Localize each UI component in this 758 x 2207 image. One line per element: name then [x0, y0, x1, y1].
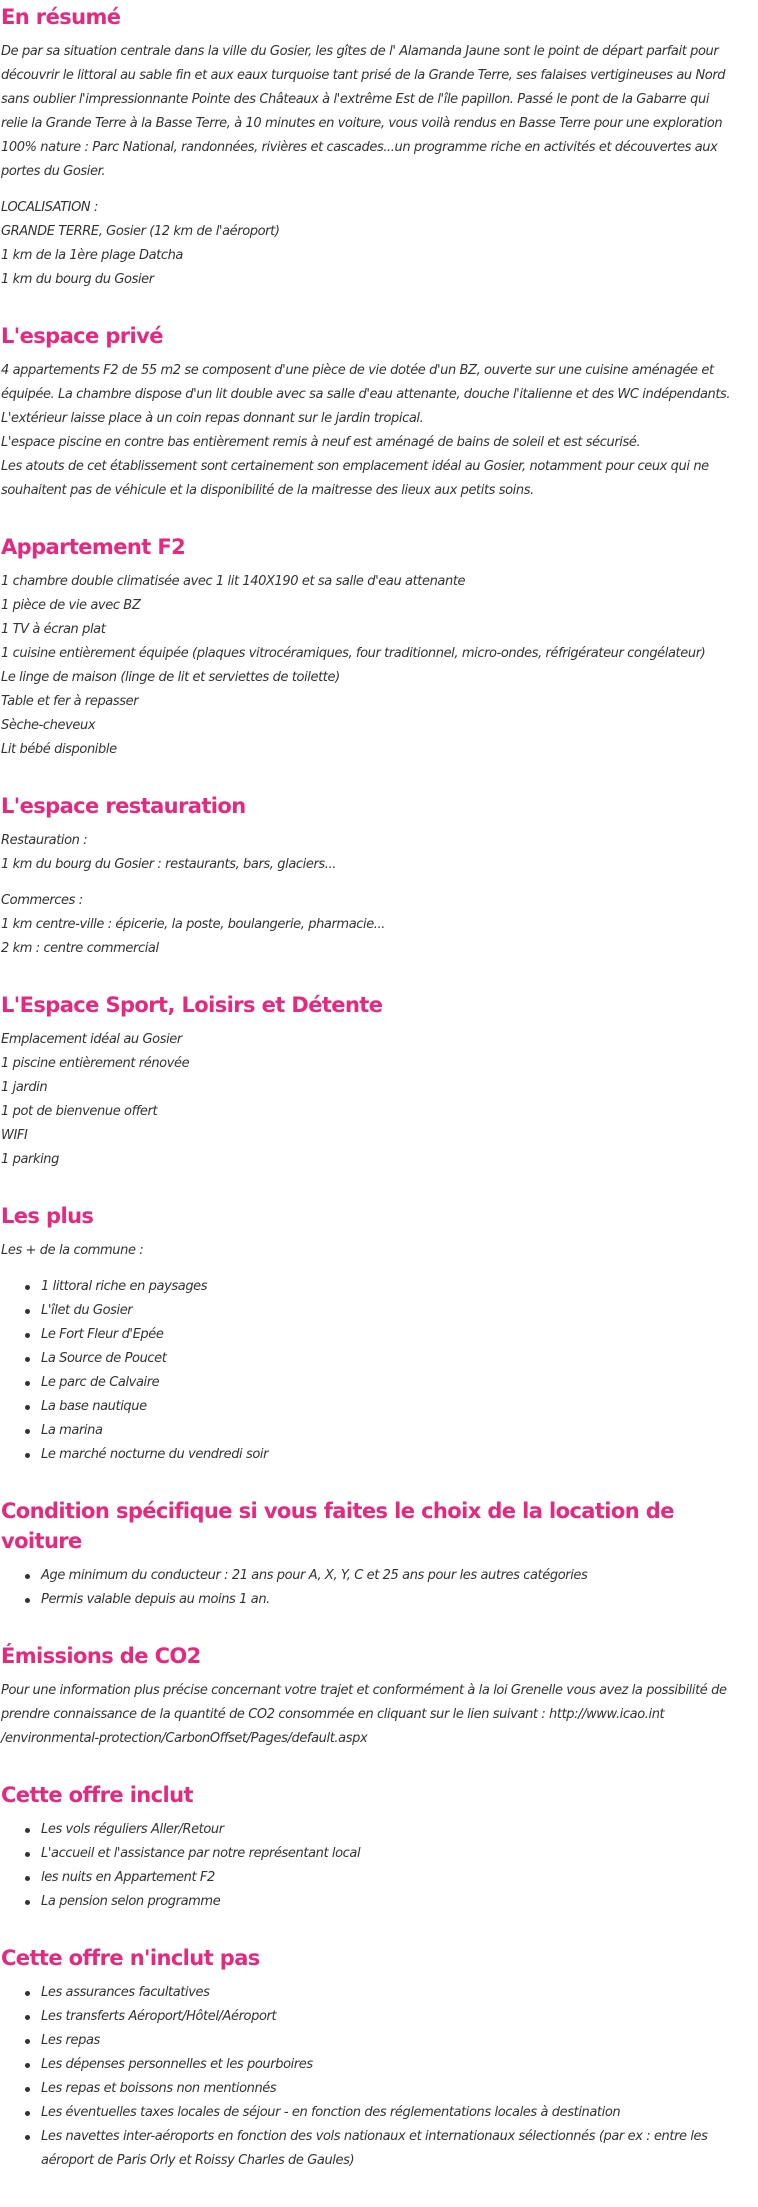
section-title: Émissions de CO2 [1, 1644, 201, 1668]
resume-intro: De par sa situation centrale dans la ville du Gosier, les gîtes de l' Alamanda Jaune sont le point de départ parfait pour découvrir le littoral au sable fin et aux eaux turquoise tant prisé de la Grande Terre, ses falaises vertigineuses au Nord sans oublier l'impressionnante Pointe des Châteaux à l'extrême Est de l'île papillon. Passé le pont de la Gabarre qui relie la Grande Terre à la Basse Terre, à 10 minutes en voiture, vous voilà rendus en Basse Terre pour une exploration 100% nature : Parc National, randonnées, rivières et cascades...un programme riche en activités et découvertes aux portes du Gosier. [1, 44, 726, 179]
text-line: 1 km du bourg du Gosier : restaurants, bars, glaciers... [1, 857, 336, 872]
section-inclut [1, 1780, 736, 1914]
list-item: Les assurances facultatives [41, 1981, 736, 2005]
list-item: Les éventuelles taxes locales de séjour - en fonction des réglementations locales à destination [41, 2101, 736, 2125]
location-line: GRANDE TERRE, Gosier (12 km de l'aéroport) [1, 224, 280, 239]
section-co2 [1, 1641, 736, 1751]
section-title: Cette offre inclut [1, 1783, 193, 1807]
text-line: L'extérieur laisse place à un coin repas donnant sur le jardin tropical. [1, 411, 424, 426]
section-title: Condition spécifique si vous faites le choix de la location de voiture [1, 1499, 674, 1553]
text-line: Restauration : [1, 833, 88, 848]
text-line: 1 jardin [1, 1080, 48, 1095]
text-line: Lit bébé disponible [1, 742, 117, 757]
text-line: Commerces : [1, 893, 83, 908]
text-line: 1 pièce de vie avec BZ [1, 598, 141, 613]
text-line: Emplacement idéal au Gosier [1, 1032, 182, 1047]
list-item: Le marché nocturne du vendredi soir [41, 1443, 736, 1467]
section-title: L'espace restauration [1, 794, 246, 818]
text-line: Les atouts de cet établissement sont certainement son emplacement idéal au Gosier, notamment pour ceux qui ne souhaitent pas de véhicule et la disponibilité de la maitresse des lieux aux petits soins. [1, 459, 709, 498]
section-title: En résumé [1, 5, 121, 29]
text-line: Sèche-cheveux [1, 718, 96, 733]
plus-list [1, 1275, 736, 1467]
text-line: Table et fer à repasser [1, 694, 139, 709]
location-label: LOCALISATION : [1, 200, 98, 215]
section-restauration [1, 791, 736, 961]
condition-list [1, 1564, 736, 1612]
text-line: 1 chambre double climatisée avec 1 lit 140X190 et sa salle d'eau attenante [1, 574, 466, 589]
list-item: Le Fort Fleur d'Epée [41, 1323, 736, 1347]
list-item: Age minimum du conducteur : 21 ans pour A, X, Y, C et 25 ans pour les autres catégories [41, 1564, 736, 1588]
list-item: Le parc de Calvaire [41, 1371, 736, 1395]
list-item: Les navettes inter-aéroports en fonction des vols nationaux et internationaux sélectionnés (par ex : entre les aéroport de Paris Orly et Roissy Charles de Gaules) [41, 2125, 736, 2173]
list-item: Les repas [41, 2029, 736, 2053]
list-item: Les vols réguliers Aller/Retour [41, 1818, 736, 1842]
list-item: Les dépenses personnelles et les pourboires [41, 2053, 736, 2077]
section-espace-prive [1, 321, 736, 503]
text-line: 1 km centre-ville : épicerie, la poste, boulangerie, pharmacie... [1, 917, 386, 932]
list-item: La pension selon programme [41, 1890, 736, 1914]
location-line: 1 km du bourg du Gosier [1, 272, 154, 287]
text-line: WIFI [1, 1128, 28, 1143]
list-item: Permis valable depuis au moins 1 an. [41, 1588, 736, 1612]
text-line: 1 TV à écran plat [1, 622, 106, 637]
section-appartement [1, 532, 736, 762]
list-item: L'îlet du Gosier [41, 1299, 736, 1323]
list-item: les nuits en Appartement F2 [41, 1866, 736, 1890]
text-line: 2 km : centre commercial [1, 941, 159, 956]
list-item: 1 littoral riche en paysages [41, 1275, 736, 1299]
section-sport [1, 990, 736, 1172]
section-plus [1, 1201, 736, 1467]
co2-text: Pour une information plus précise concernant votre trajet et conformément à la loi Grenelle vous avez la possibilité de prendre connaissance de la quantité de CO2 consommée en cliquant sur le lien suivant : http://www.icao.int /environmental-protection/CarbonOffset/Pages/default.aspx [1, 1683, 727, 1746]
section-title: L'Espace Sport, Loisirs et Détente [1, 993, 383, 1017]
list-item: La Source de Poucet [41, 1347, 736, 1371]
section-title: Appartement F2 [1, 535, 186, 559]
non-inclut-list [1, 1981, 736, 2173]
inclut-list [1, 1818, 736, 1914]
list-item: La marina [41, 1419, 736, 1443]
list-item: Les repas et boissons non mentionnés [41, 2077, 736, 2101]
text-line: 1 cuisine entièrement équipée (plaques vitrocéramiques, four traditionnel, micro-ondes, réfrigérateur congélateur) [1, 646, 706, 661]
section-non-inclut [1, 1943, 736, 2173]
text-line: 1 parking [1, 1152, 59, 1167]
list-item: L'accueil et l'assistance par notre représentant local [41, 1842, 736, 1866]
text-line: L'espace piscine en contre bas entièrement remis à neuf est aménagé de bains de soleil et est sécurisé. [1, 435, 641, 450]
location-line: 1 km de la 1ère plage Datcha [1, 248, 184, 263]
text-line: 4 appartements F2 de 55 m2 se composent d'une pièce de vie dotée d'un BZ, ouverte sur une cuisine aménagée et équipée. La chambre dispose d'un lit double avec sa salle d'eau attenante, douche l'italienne et des WC indépendants. [1, 363, 731, 402]
section-title: Les plus [1, 1204, 94, 1228]
text-line: 1 piscine entièrement rénovée [1, 1056, 190, 1071]
text-line: 1 pot de bienvenue offert [1, 1104, 158, 1119]
section-resume [1, 0, 736, 292]
text-line: Les + de la commune : [1, 1243, 144, 1258]
list-item: Les transferts Aéroport/Hôtel/Aéroport [41, 2005, 736, 2029]
list-item: La base nautique [41, 1395, 736, 1419]
section-condition [1, 1496, 736, 1612]
section-title: Cette offre n'inclut pas [1, 1946, 260, 1970]
text-line: Le linge de maison (linge de lit et serviettes de toilette) [1, 670, 340, 685]
section-title: L'espace privé [1, 324, 163, 348]
